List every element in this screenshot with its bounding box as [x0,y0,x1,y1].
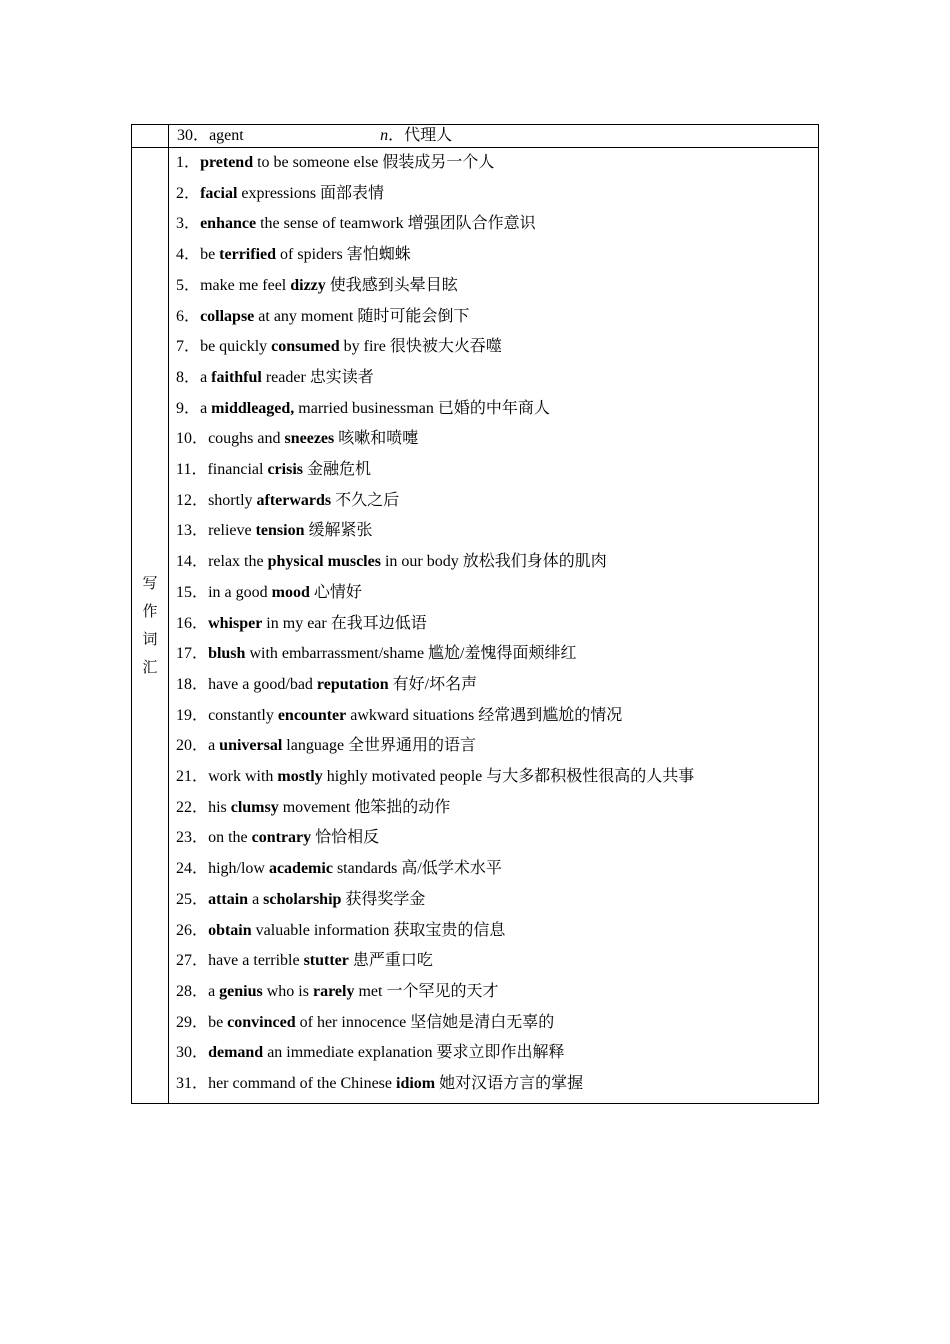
phrase-text: married businessman 已婚的中年商人 [294,399,550,417]
phrase-text: relieve [208,522,256,540]
phrase-keyword: reputation [316,675,389,693]
phrase-number: 31． [176,1075,209,1093]
phrase-text: his [208,798,231,816]
phrase-item [176,639,818,670]
phrase-text: 金融危机 [302,461,371,479]
phrase-text: a [208,982,220,1000]
phrase-item [176,455,818,486]
phrase-item [176,302,818,333]
phrase-number: 28． [176,982,209,1000]
phrase-number: 29． [176,1013,209,1031]
phrase-text: in a good [208,583,272,601]
phrase-text: be [208,1013,228,1031]
phrase-keyword: physical muscles [267,553,381,571]
phrase-text: standards 高/低学术水平 [332,860,502,878]
phrase-text: coughs and [208,430,285,448]
phrase-number: 9． [176,399,201,417]
phrase-keyword: obtain [208,921,252,939]
phrase-text: work with [208,768,278,786]
phrase-text: language 全世界通用的语言 [282,737,477,755]
phrase-keyword: blush [208,645,246,663]
phrase-text: a [248,890,264,908]
phrase-text: make me feel [200,276,291,294]
phrase-text: of spiders 害怕蜘蛛 [276,246,411,264]
phrase-keyword: demand [208,1044,264,1062]
phrase-number: 4． [176,246,201,264]
phrase-number: 19． [176,706,209,724]
phrase-keyword: dizzy [290,276,326,294]
phrase-item [176,209,818,240]
phrase-keyword: universal [219,737,283,755]
phrase-text: at any moment 随时可能会倒下 [254,307,470,325]
phrase-keyword: stutter [303,952,349,970]
phrase-keyword: sneezes [284,430,335,448]
phrase-text: highly motivated people 与大多都积极性很高的人共事 [322,768,695,786]
phrase-keyword: idiom [396,1075,436,1093]
phrase-text: of her innocence 坚信她是清白无辜的 [295,1013,555,1031]
phrase-keyword: tension [255,522,305,540]
phrase-text: 她对汉语方言的掌握 [435,1075,584,1093]
phrase-item [176,823,818,854]
phrase-text: awkward situations 经常遇到尴尬的情况 [346,706,623,724]
phrase-text: constantly [208,706,278,724]
phrase-keyword: rarely [312,982,355,1000]
phrase-item [176,1038,818,1069]
phrase-item [176,916,818,947]
phrase-text: met 一个罕见的天才 [354,982,499,1000]
phrase-number: 1． [176,154,201,171]
phrase-number: 14． [176,553,209,571]
phrase-text: 缓解紧张 [304,522,373,540]
phrase-text: a [200,399,212,417]
phrase-text: in my ear 在我耳边低语 [262,614,427,632]
phrase-text: 获得奖学金 [341,890,426,908]
phrase-keyword: academic [268,860,333,878]
phrase-text: by fire 很快被大火吞噬 [339,338,502,356]
phrase-item [176,271,818,302]
phrase-text: 恰恰相反 [311,829,380,847]
phrase-text: expressions 面部表情 [237,184,385,202]
phrase-item [176,547,818,578]
phrase-item [176,670,818,701]
phrase-text: 有好/坏名声 [388,675,478,693]
entry-term: agent [209,127,244,144]
phrase-text: in our body 放松我们身体的肌肉 [380,553,607,571]
phrase-text: who is [262,982,313,1000]
phrase-text: a [208,737,220,755]
phrase-item [176,885,818,916]
phrase-text: to be someone else 假装成另一个人 [253,154,495,171]
phrase-text: have a terrible [208,952,304,970]
phrase-number: 10． [176,430,209,448]
phrase-number: 22． [176,798,209,816]
phrase-text: financial [207,461,268,479]
entry-meaning: ．代理人 [388,127,453,144]
phrase-item [176,946,818,977]
phrase-keyword: mostly [277,768,323,786]
phrase-number: 25． [176,890,209,908]
phrase-text: 心情好 [309,583,362,601]
section-label-char: 词 [142,630,158,649]
phrase-keyword: facial [200,184,238,202]
phrase-text: movement 他笨拙的动作 [278,798,451,816]
phrase-item [176,762,818,793]
phrase-item [176,240,818,271]
phrase-text: be quickly [200,338,272,356]
phrase-keyword: crisis [267,461,303,479]
phrase-text: 不久之后 [331,491,400,509]
phrase-text: shortly [208,491,257,509]
side-cell-empty [132,125,169,148]
phrase-item [176,424,818,455]
phrase-item [176,179,818,210]
phrase-text: 咳嗽和喷嚏 [334,430,419,448]
phrase-number: 24． [176,860,209,878]
phrase-keyword: convinced [227,1013,296,1031]
phrase-number: 8． [176,368,201,386]
section-label-char: 作 [142,602,158,621]
phrase-item [176,578,818,609]
phrase-keyword: scholarship [263,890,342,908]
phrase-item [176,701,818,732]
table-row [132,125,819,148]
phrase-keyword: pretend [200,154,254,171]
phrase-number: 17． [176,645,209,663]
phrase-number: 15． [176,583,209,601]
phrase-item [176,332,818,363]
phrase-keyword: genius [219,982,263,1000]
phrase-keyword: clumsy [230,798,279,816]
phrase-number: 3． [176,215,201,233]
phrase-number: 27． [176,952,209,970]
phrase-keyword: middleaged, [211,399,295,417]
phrase-keyword: afterwards [256,491,332,509]
phrase-keyword: faithful [211,368,262,386]
phrase-item [176,854,818,885]
phrase-number: 5． [176,276,201,294]
phrase-number: 26． [176,921,209,939]
phrase-text: the sense of teamwork 增强团队合作意识 [256,215,536,233]
phrase-text: valuable information 获取宝贵的信息 [251,921,506,939]
phrase-text: her command of the Chinese [208,1075,397,1093]
phrase-item [176,363,818,394]
phrase-text: have a good/bad [208,675,317,693]
phrase-number: 13． [176,522,209,540]
section-label [132,148,169,1104]
phrase-text: with embarrassment/shame 尴尬/羞愧得面颊绯红 [245,645,577,663]
phrase-keyword: whisper [208,614,263,632]
table-row [132,148,819,1104]
phrase-number: 16． [176,614,209,632]
phrase-text: relax the [208,553,268,571]
phrase-item [176,731,818,762]
phrase-keyword: collapse [200,307,255,325]
phrase-number: 12． [176,491,209,509]
phrase-text: reader 忠实读者 [261,368,374,386]
phrase-item [176,394,818,425]
phrase-number: 7． [176,338,201,356]
phrase-text: a [200,368,212,386]
entry-part-of-speech: n [380,127,389,144]
phrase-number: 6． [176,307,201,325]
section-label-char: 汇 [142,658,158,677]
phrase-keyword: contrary [251,829,312,847]
phrase-item [176,486,818,517]
vocabulary-table [131,124,819,1104]
phrase-text: on the [208,829,252,847]
phrase-keyword: mood [271,583,310,601]
section-label-char: 写 [142,574,158,593]
phrase-number: 30． [176,1044,209,1062]
phrase-item [176,977,818,1008]
phrase-keyword: attain [208,890,249,908]
phrase-number: 18． [176,675,209,693]
phrase-list [169,148,818,1103]
phrase-text: high/low [208,860,269,878]
phrase-number: 2． [176,184,201,202]
phrase-number: 23． [176,829,209,847]
phrase-cell [169,148,819,1104]
entry-number: 30． [177,127,210,144]
phrase-number: 21． [176,768,209,786]
phrase-keyword: encounter [277,706,347,724]
phrase-keyword: enhance [200,215,257,233]
top-entry [169,125,819,148]
phrase-text: 患严重口吃 [348,952,433,970]
phrase-number: 11． [176,461,208,479]
phrase-keyword: consumed [271,338,340,356]
phrase-text: an immediate explanation 要求立即作出解释 [263,1044,565,1062]
phrase-number: 20． [176,737,209,755]
phrase-item [176,609,818,640]
phrase-text: 使我感到头晕目眩 [325,276,458,294]
phrase-item [176,148,818,179]
phrase-item [176,1008,818,1039]
phrase-keyword: terrified [219,246,277,264]
phrase-item [176,793,818,824]
phrase-text: be [200,246,220,264]
phrase-item [176,516,818,547]
phrase-item [176,1069,818,1100]
